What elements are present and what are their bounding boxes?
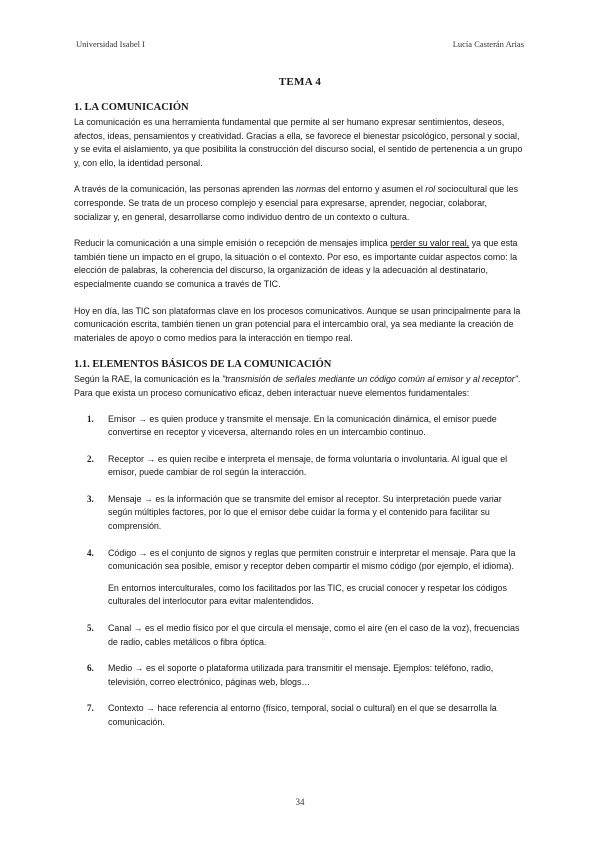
rae-quote: "transmisión de señales mediante un código común al emisor y al receptor" — [222, 374, 518, 385]
paragraph-tic: Hoy en día, las TIC son plataformas clave en los procesos comunicativos. Aunque se usan principalmente para la comunicación escrita, también tienen un gran potencial para el intercambio oral, ya sea mediante la creación de materiales de apoyo o como medios para la interacción en tiempo real. — [74, 305, 521, 343]
header-institution: Universidad Isabel I — [76, 39, 145, 49]
paragraph-valor-real: Reducir la comunicación a una simple emisión o recepción de mensajes implica perder su valor real, ya que esta también tiene un impacto en el grupo, la situación o el contexto. Por eso, es importante cuidar aspectos como: la elección de palabras, la coherencia del discurso, la organización de ideas y la adecuación al destinatario, especialmente cuando se comunica a través de TIC. — [74, 238, 518, 289]
elements-list — [74, 413, 526, 730]
list-item: 3. Mensaje → es la información que se transmite del emisor al receptor. Su interpretación puede variar según múltiples factores, por lo que el emisor debe cuidar la forma y el contenido para facilitar su comprensión. — [87, 493, 502, 532]
section-heading-elementos: 1.1. ELEMENTOS BÁSICOS DE LA COMUNICACIÓN — [74, 359, 332, 371]
paragraph-intro: La comunicación es una herramienta fundamental que permite al ser humano expresar sentimientos, deseos, afectos, ideas, pensamientos y creatividad. Gracias a ella, se favorece el bienestar psicológico, personal y social, y se evita el aislamiento, ya que posibilita la construcción del discurso social, el sentido de pertenencia a un grupo y, con ello, la identidad personal. — [74, 117, 523, 168]
page-title: TEMA 4 — [278, 76, 322, 88]
list-item: 2. Receptor → es quien recibe e interpreta el mensaje, de forma voluntaria o involuntaria. Al igual que el emisor, puede cambiar de rol según la interacción. — [87, 453, 508, 478]
underlined-phrase: perder su valor real, — [390, 238, 470, 249]
section-heading-comunicacion: 1. LA COMUNICACIÓN — [74, 102, 189, 113]
list-item: 4. Código → es el conjunto de signos y reglas que permiten construir e interpretar el mensaje. Para que la comunicación sea posible, emisor y receptor deben compartir el mismo código (por ejemplo, el idioma). En entornos interculturales, como los facilitados por las TIC, es crucial conocer y respetar los códigos culturales del interlocutor para evitar malentendidos. — [74, 547, 526, 609]
list-item: 6. Medio → es el soporte o plataforma utilizada para transmitir el mensaje. Ejemplos: teléfono, radio, televisión, correo electrónico, páginas web, blogs… — [87, 663, 494, 687]
header-author: Lucía Casterán Arias — [452, 39, 524, 49]
list-item: 5. Canal → es el medio físico por el que circula el mensaje, como el aire (en el caso de la voz), frecuencias de radio, cables metálicos o fibra óptica. — [87, 623, 520, 647]
list-item-note: En entornos interculturales, como los facilitados por las TIC, es crucial conocer y respetar los códigos culturales del interlocutor para evitar malentendidos. — [108, 582, 507, 607]
document-body — [74, 100, 526, 743]
list-item: 1. Emisor → es quien produce y transmite el mensaje. En la comunicación dinámica, el emisor puede convertirse en receptor y viceversa, alternando roles en un intercambio continuo. — [87, 413, 497, 438]
page-number: 34 — [295, 797, 305, 807]
term-rol: rol — [425, 184, 436, 195]
list-item: 7. Contexto → hace referencia al entorno (físico, temporal, social o cultural) en el que se desarrolla la comunicación. — [87, 703, 497, 727]
paragraph-rae-definition: Según la RAE, la comunicación es la "transmisión de señales mediante un código común al emisor y al receptor". Para que exista un proceso comunicativo eficaz, deben interactuar nueve elementos fundamentales: — [74, 374, 521, 398]
term-normas: normas — [296, 184, 326, 195]
paragraph-normas: A través de la comunicación, las personas aprenden las normas del entorno y asumen el rol sociocultural que les corresponde. Se trata de un proceso complejo y esencial para expresarse, aprender, negociar, colaborar, socializar y, en general, desarrollarse como individuo dentro de un contexto o cultura. — [74, 184, 519, 222]
